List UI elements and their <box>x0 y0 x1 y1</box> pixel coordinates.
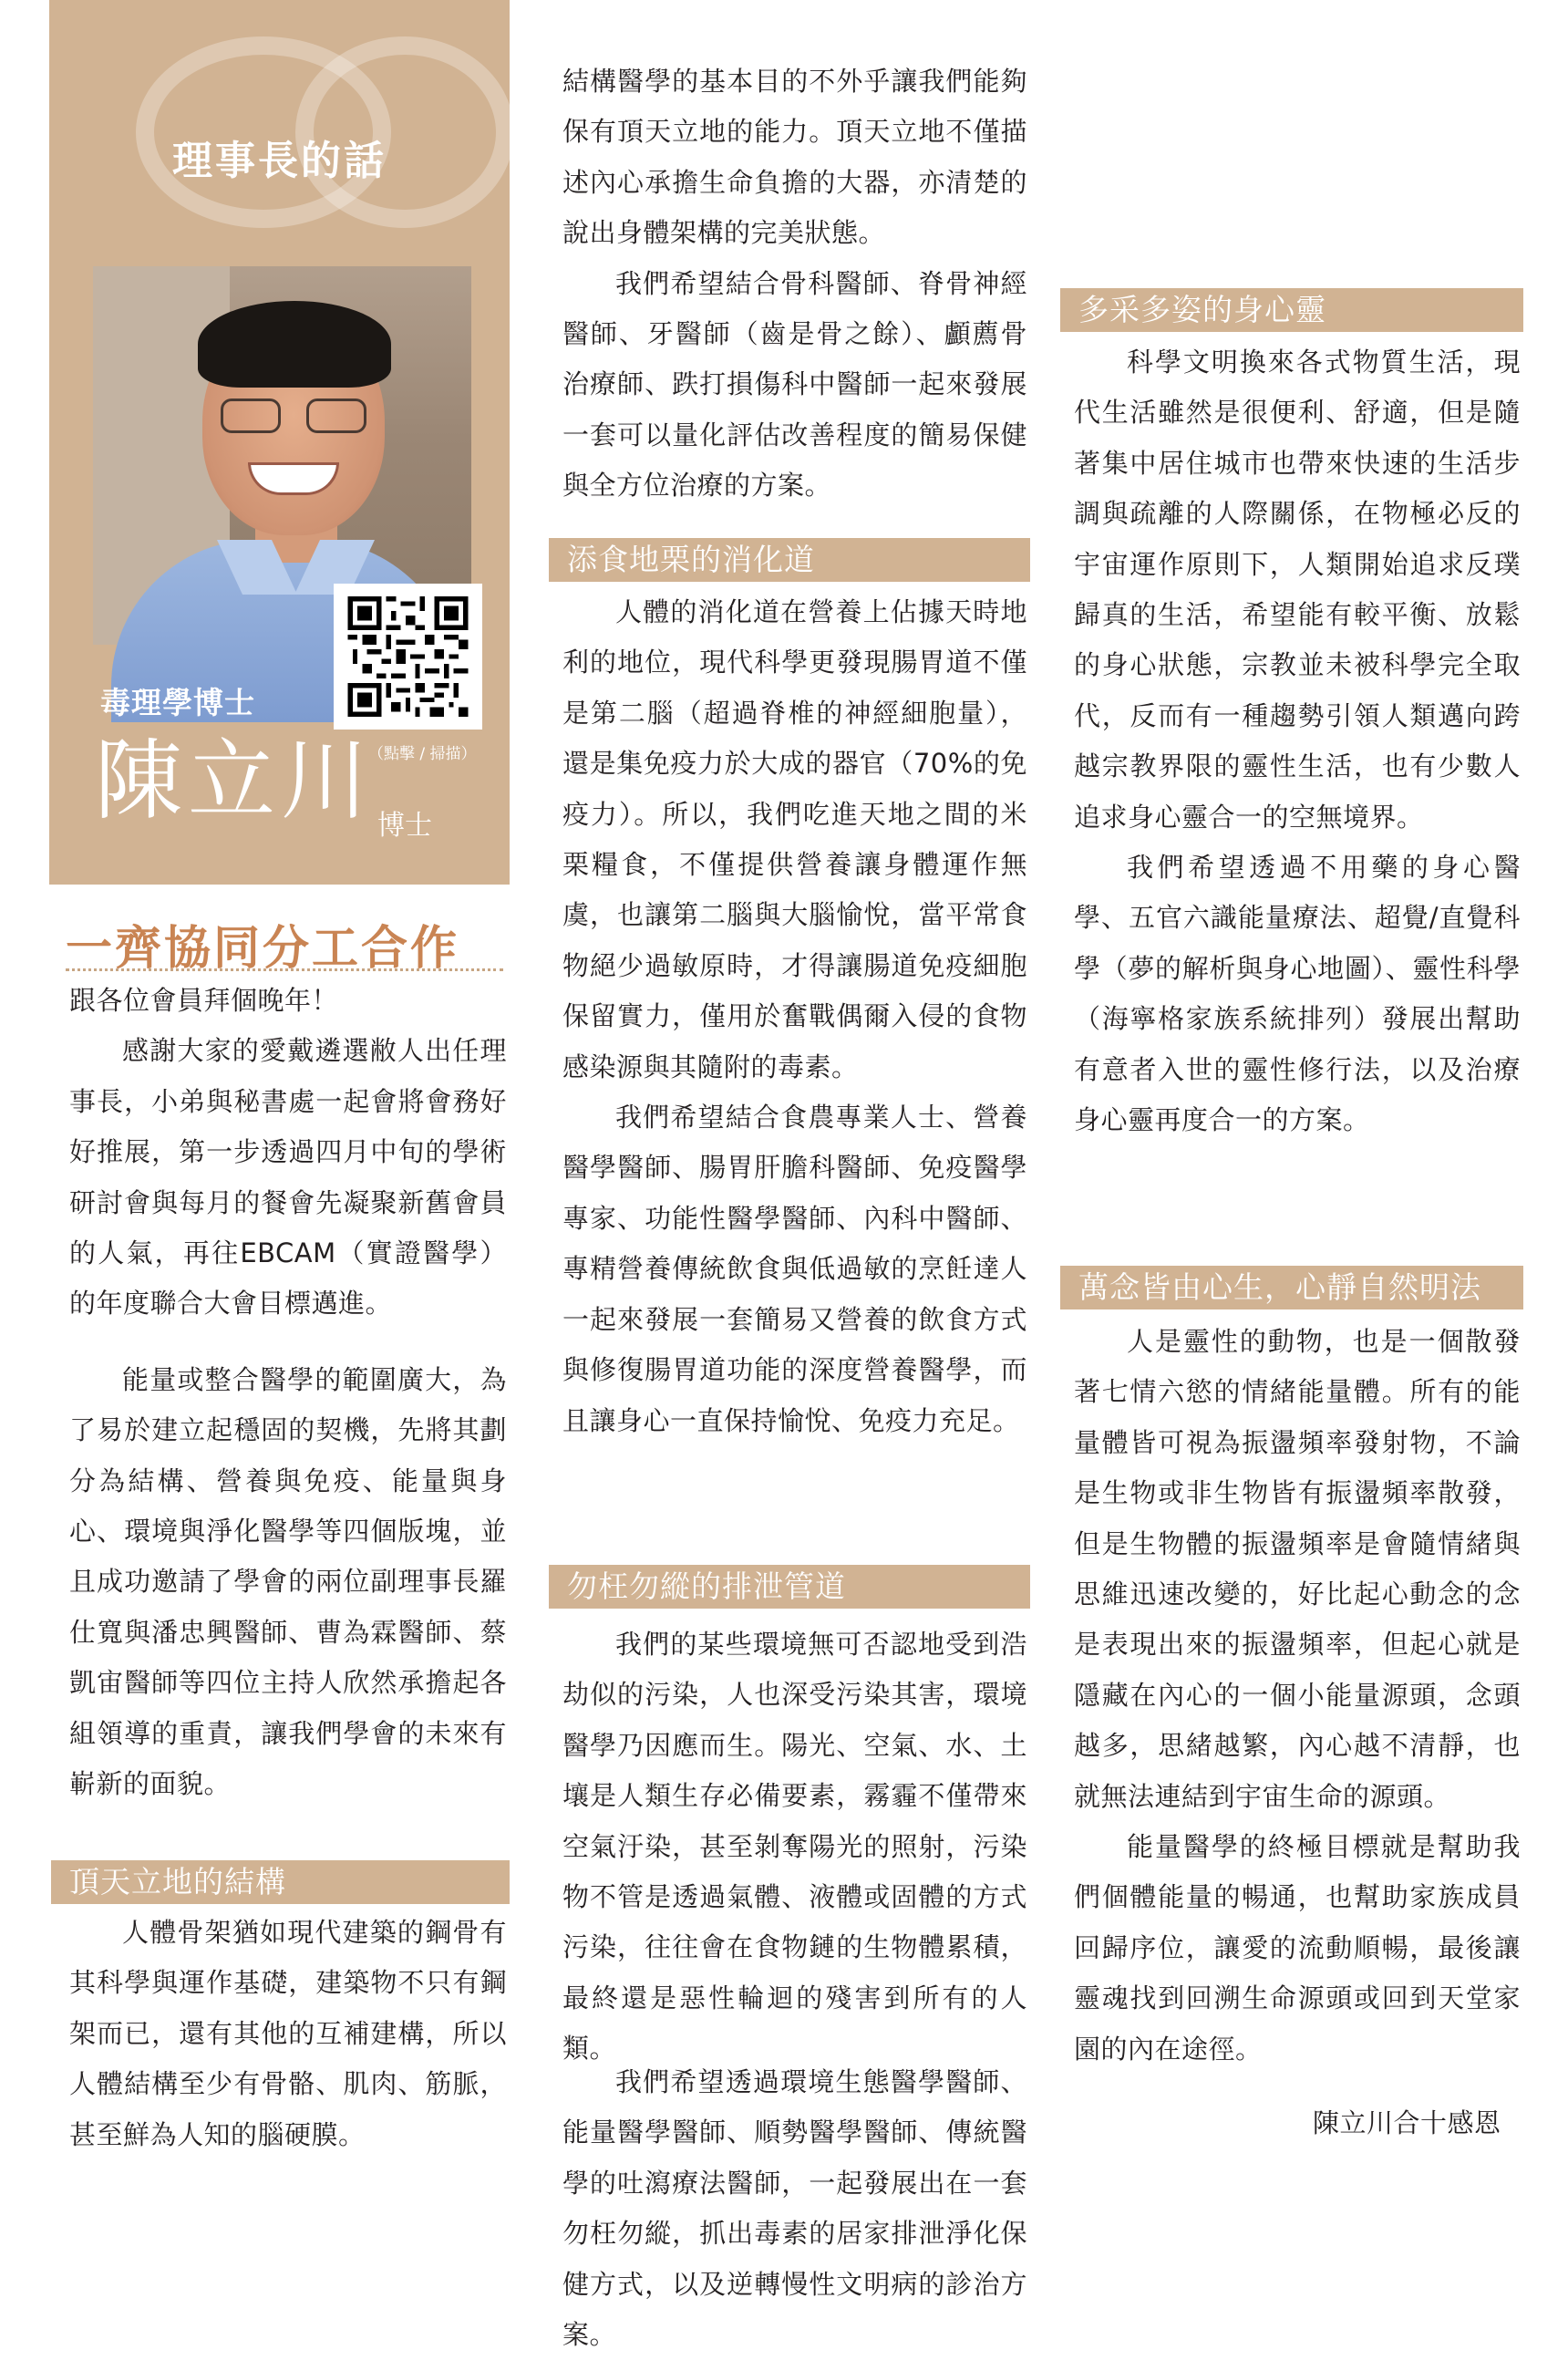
section-heading: 多采多姿的身心靈 <box>1060 288 1523 332</box>
paragraph: 人是靈性的動物，也是一個散發著七情六慾的情緒能量體。所有的能量體皆可視為振盪頻率發射物，不論是生物或非生物皆有振盪頻率散發，但是生物體的振盪頻率是會隨情緒與思維迅速改變的，好比起心動念的念是表現出來的振盪頻率，但起心就是隱藏在內心的一個小能量源頭，念頭越多，思緒越繁，內心越不清靜，也就無法連結到宇宙生命的源頭。 <box>1074 1326 1521 1812</box>
doctor-title: 毒理學博士 <box>100 685 255 720</box>
section-heading: 萬念皆由心生，心靜自然明法 <box>1060 1266 1523 1309</box>
profile-panel <box>49 0 510 885</box>
divider <box>66 968 503 971</box>
section-heading: 頂天立地的結構 <box>51 1860 510 1904</box>
section-heading: 勿枉勿縱的排泄管道 <box>549 1565 1030 1609</box>
section-text <box>562 587 1027 1446</box>
paragraph: 人體的消化道在營養上佔據天時地利的地位，現代科學更發現腸胃道不僅是第二腦（超過脊椎的神經細胞量），還是集免疫力於大成的器官（70%的免疫力）。所以，我們吃進天地之間的米栗糧食，不僅提供營養讓身體運作無虞，也讓第二腦與大腦愉悅，當平常食物絕少過敏原時，才得讓腸道免疫細胞保留實力，僅用於奮戰偶爾入侵的食物感染源與其隨附的毒素。 <box>562 596 1027 1082</box>
qr-caption: （點擊 / 掃描） <box>368 745 477 763</box>
paragraph: 能量醫學的終極目標就是幫助我們個體能量的暢通，也幫助家族成員回歸序位，讓愛的流動順暢，最後讓靈魂找到回溯生命源頭或回到天堂家園的內在途徑。 <box>1074 1831 1521 2065</box>
paragraph: 能量或整合醫學的範圍廣大，為了易於建立起穩固的契機，先將其劃分為結構、營養與免疫、能量與身心、環境與淨化醫學等四個版塊，並且成功邀請了學會的兩位副理事長羅仕寬與潘忠興醫師、曹為霖醫師、蔡凱宙醫師等四位主持人欣然承擔起各組領導的重責，讓我們學會的未來有嶄新的面貌。 <box>69 1363 507 1800</box>
paragraph: 人體骨架猶如現代建築的鋼骨有其科學與運作基礎，建築物不只有鋼架而已，還有其他的互補建構，所以人體結構至少有骨骼、肌肉、筋脈，甚至鮮為人知的腦硬膜。 <box>69 1917 507 2150</box>
section-text <box>1074 1317 1521 2075</box>
paragraph: 我們希望透過不用藥的身心醫學、五官六識能量療法、超覺/直覺科學（夢的解析與身心地圖）、靈性科學（海寧格家族系統排列）發展出幫助有意者入世的靈性修行法，以及治療身心靈再度合一的方案。 <box>1074 852 1521 1136</box>
section-text <box>69 1908 507 2160</box>
paragraph: 我們希望結合食農專業人士、營養醫學醫師、腸胃肝膽科醫師、免疫醫學專家、功能性醫學醫師、內科中醫師、專精營養傳統飲食與低過敏的烹飪達人一起來發展一套簡易又營養的飲食方式與修復腸胃道功能的深度營養醫學，而且讓身心一直保持愉悅、免疫力充足。 <box>562 1102 1027 1436</box>
paragraph: 我們希望透過環境生態醫學醫師、能量醫學醫師、順勢醫學醫師、傳統醫學的吐瀉療法醫師，一起發展出在一套勿枉勿縱，抓出毒素的居家排泄淨化保健方式，以及逆轉慢性文明病的診治方案。 <box>562 2066 1027 2351</box>
signature: 陳立川合十感恩 <box>1313 2107 1501 2138</box>
section-text <box>562 57 1027 512</box>
section-text <box>1074 337 1521 1146</box>
paragraph: 我們的某些環境無可否認地受到浩劫似的污染，人也深受污染其害，環境醫學乃因應而生。陽光、空氣、水、土壤是人類生存必備要素，霧霾不僅帶來空氣汙染，甚至剝奪陽光的照射，污染物不管是透過氣體、液體或固體的方式污染，往往會在食物鏈的生物體累積，最終還是惡性輪迴的殘害到所有的人類。 <box>562 1629 1027 2065</box>
paragraph: 我們希望結合骨科醫師、脊骨神經醫師、牙醫師（齒是骨之餘）、顱薦骨治療師、跌打損傷科中醫師一起來發展一套可以量化評估改善程度的簡易保健與全方位治療的方案。 <box>562 267 1027 502</box>
section-text <box>562 2057 1027 2351</box>
paragraph: 感謝大家的愛戴遴選敝人出任理事長，小弟與秘書處一起會將會務好好推展，第一步透過四月中旬的學術研討會與每月的餐會先凝聚新舊會員的人氣，再往EBCAM（實證醫學）的年度聯合大會目標邁進。 <box>69 1035 507 1320</box>
section-text <box>562 1620 1027 2075</box>
column-title: 理事長的話 <box>172 138 387 184</box>
paragraph: 跟各位會員拜個晚年！ <box>69 985 339 1016</box>
paragraph: 結構醫學的基本目的不外乎讓我們能夠保有頂天立地的能力。頂天立地不僅描述內心承擔生命負擔的大器，亦清楚的說出身體架構的完美狀態。 <box>562 66 1027 249</box>
doctor-name: 陳立川 <box>95 730 374 832</box>
intro-text <box>69 976 507 1810</box>
doctor-suffix: 博士 <box>377 810 432 842</box>
section-heading: 添食地栗的消化道 <box>549 538 1030 582</box>
article-title: 一齊協同分工合作 <box>66 922 460 976</box>
paragraph: 科學文明換來各式物質生活，現代生活雖然是很便利、舒適，但是隨著集中居住城市也帶來快速的生活步調與疏離的人際關係，在物極必反的宇宙運作原則下，人類開始追求反璞歸真的生活，希望能有較平衡、放鬆的身心狀態，宗教並未被科學完全取代，反而有一種趨勢引領人類邁向跨越宗教界限的靈性生活，也有少數人追求身心靈合一的空無境界。 <box>1074 347 1521 833</box>
qr-code-icon[interactable] <box>334 584 482 730</box>
